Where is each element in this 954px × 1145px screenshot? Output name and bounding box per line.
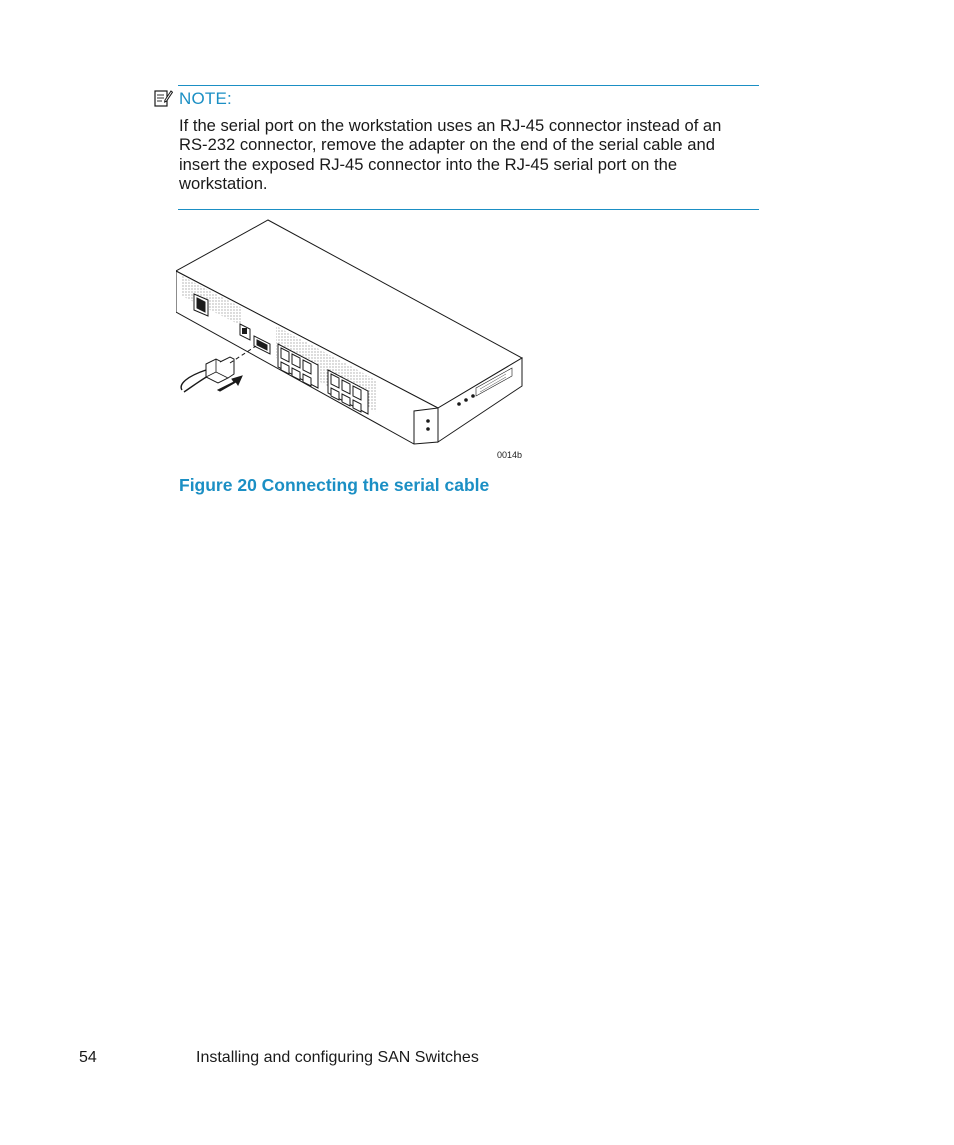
serial-cable-connection-illustration bbox=[176, 216, 536, 466]
note-label: NOTE: bbox=[179, 89, 232, 108]
page-number: 54 bbox=[79, 1049, 97, 1066]
switch-chassis bbox=[176, 220, 522, 444]
running-footer-title: Installing and configuring SAN Switches bbox=[196, 1049, 479, 1066]
note-pencil-icon bbox=[153, 88, 173, 108]
figure-id-label: 0014b bbox=[497, 450, 523, 460]
note-body: If the serial port on the workstation uses an RJ-45 connector instead of an RS-232 connector, remove the adapter on the end of the serial cable and insert the exposed RJ-45 connector into the RJ-45 serial port on the workstation. bbox=[179, 116, 722, 194]
figure-caption: Figure 20 Connecting the serial cable bbox=[179, 475, 490, 495]
note-top-rule bbox=[178, 85, 759, 86]
note-bottom-rule bbox=[178, 209, 759, 210]
